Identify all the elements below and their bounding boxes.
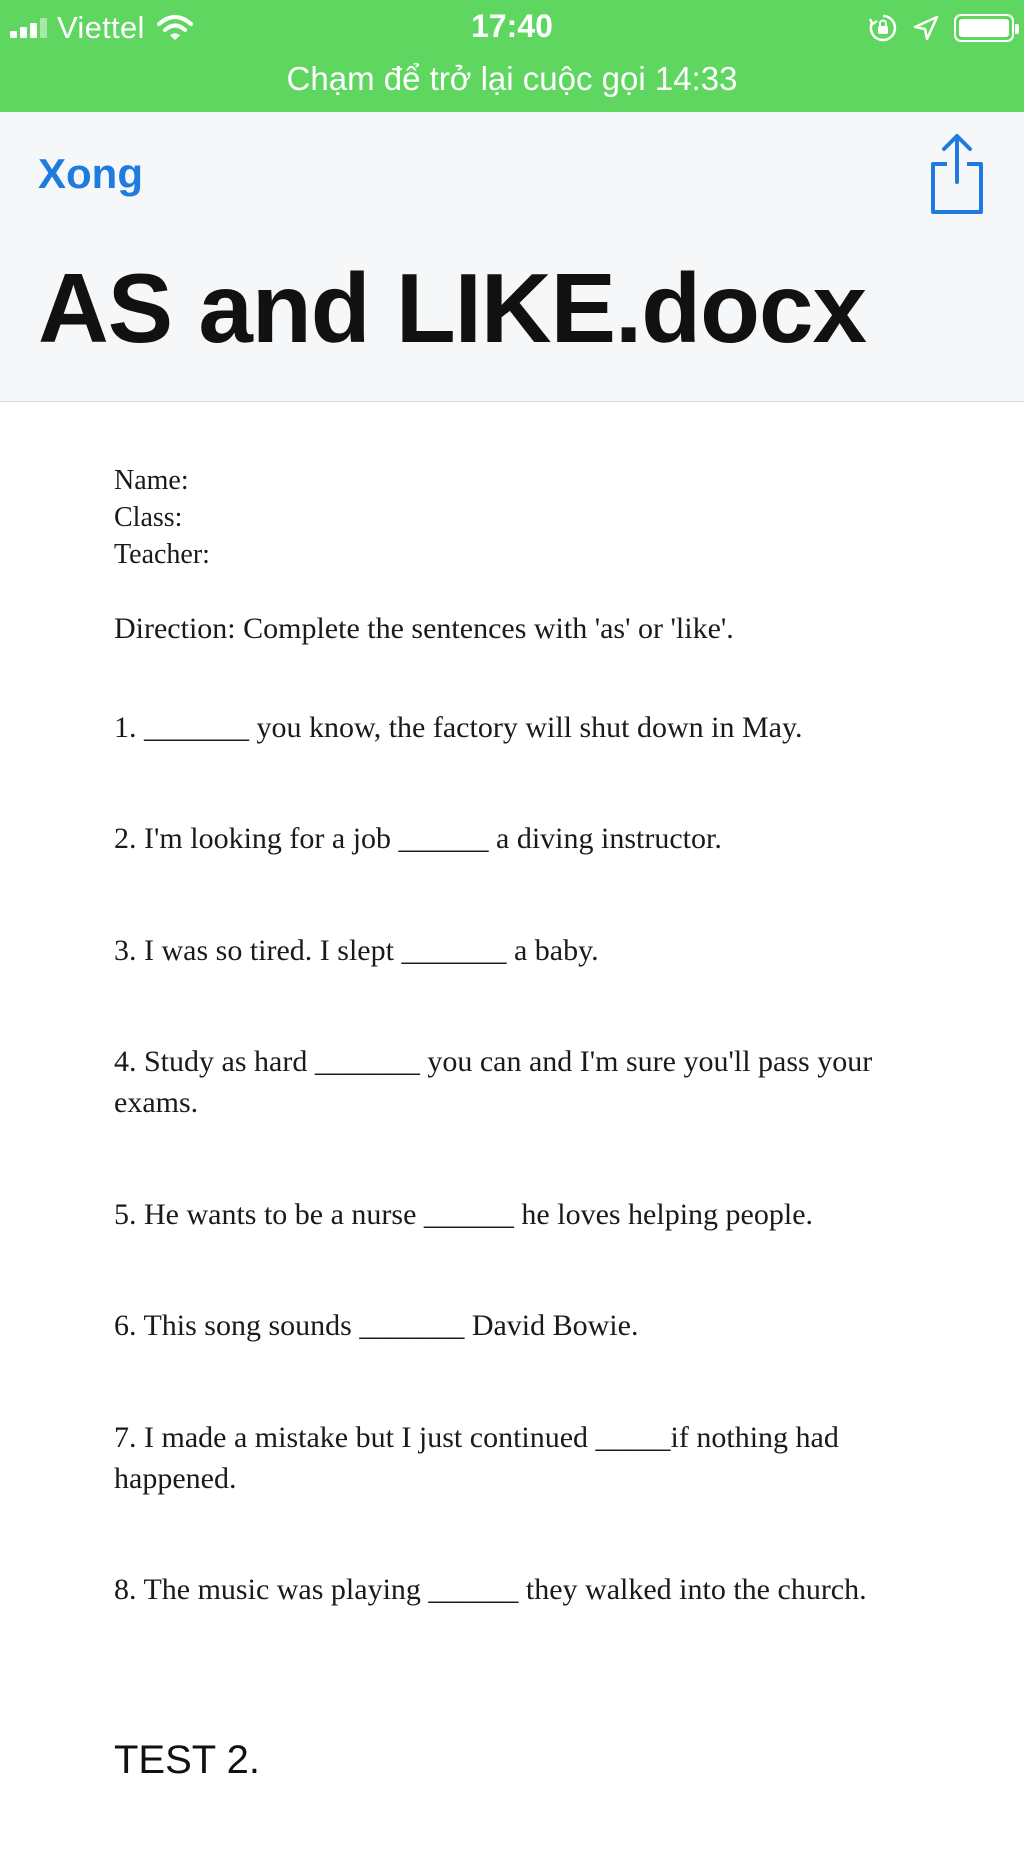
share-button[interactable] [925, 130, 989, 216]
return-to-call-banner[interactable]: Chạm để trở lại cuộc gọi 14:33 [286, 60, 738, 97]
battery-icon [954, 14, 1014, 42]
question-3: 3. I was so tired. I slept _______ a baby. [114, 934, 599, 967]
clock: 17:40 [471, 8, 553, 44]
question-5: 5. He wants to be a nurse ______ he loves helping people. [114, 1198, 814, 1231]
share-icon [925, 130, 989, 216]
question-4: 4. Study as hard _______ you can and I'm sure you'll pass your exams. [114, 1045, 873, 1119]
test-heading: TEST 2. [114, 1738, 260, 1782]
class-label: Class: [114, 502, 183, 533]
viewer-header [0, 112, 1024, 402]
status-bar [0, 0, 1024, 112]
document-body [114, 462, 914, 1610]
teacher-label: Teacher: [114, 539, 210, 570]
question-8: 8. The music was playing ______ they walked into the church. [114, 1573, 867, 1606]
question-6: 6. This song sounds _______ David Bowie. [114, 1309, 639, 1342]
question-1: 1. _______ you know, the factory will shut down in May. [114, 711, 803, 744]
question-2: 2. I'm looking for a job ______ a diving instructor. [114, 822, 722, 855]
done-button[interactable]: Xong [38, 150, 143, 197]
status-right [868, 10, 1014, 46]
carrier-name: Viettel [57, 10, 145, 45]
orientation-lock-icon [868, 13, 898, 43]
document-title: AS and LIKE.docx [38, 253, 867, 363]
location-icon [912, 14, 940, 42]
direction-text: Direction: Complete the sentences with 'as' or 'like'. [114, 612, 734, 645]
question-7: 7. I made a mistake but I just continued _____if nothing had happened. [114, 1421, 839, 1495]
name-label: Name: [114, 465, 189, 496]
